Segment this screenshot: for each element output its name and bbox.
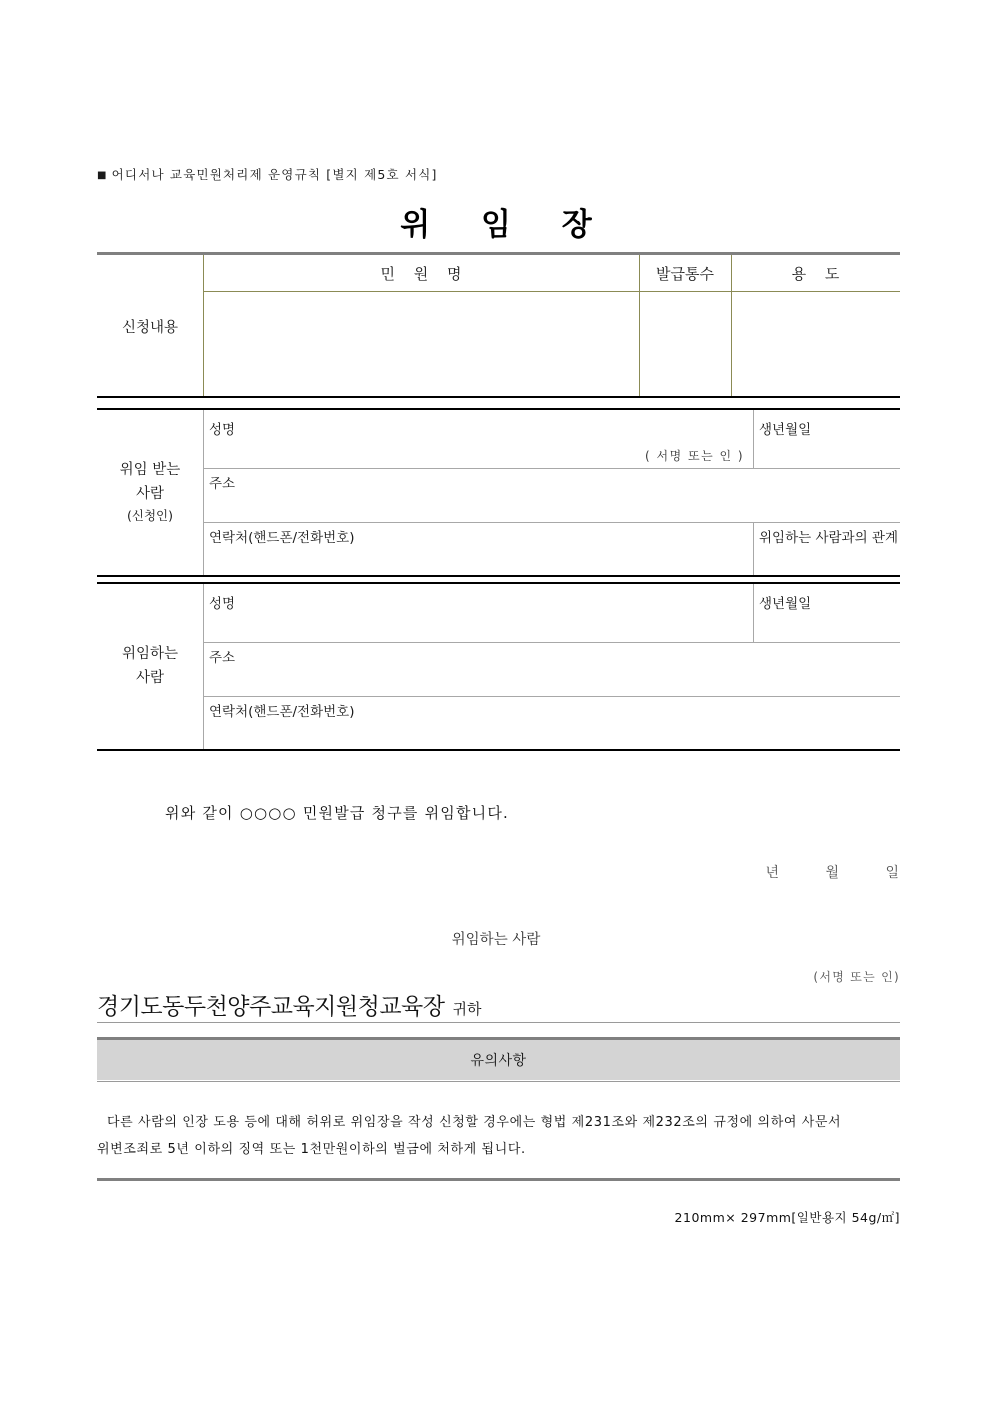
column-header-minwon-name: 민 원 명 [380,265,469,283]
label-delegatee-birth: 생년월일 [759,422,812,438]
delegatee-sign-or-seal-note: ( 서명 또는 인 ) [645,449,745,463]
column-header-issue-count: 발급통수 [656,265,714,283]
paper-spec-footer: 210mm× 297mm[일반용지 54g/㎡] [674,1210,900,1225]
label-delegator-birth: 생년월일 [759,596,812,612]
label-delegator-name: 성명 [209,596,236,612]
bullet-icon: ■ [97,170,108,181]
application-row-label: 신청내용 [121,319,179,336]
label-delegatee-address: 주소 [209,476,236,492]
notice-bottom-rule [97,1178,900,1181]
notice-body [97,1110,900,1163]
delegatee-row-label [97,410,203,575]
delegator-row-label-line1: 위임하는 [121,645,179,662]
date-line [0,862,900,882]
delegator-row-label-line2: 사람 [135,669,164,686]
notice-band-bottom-rule [97,1081,900,1082]
delegator-signature-label: 위임하는 사람 [451,932,541,948]
form-code-header [97,165,438,183]
table3-bottom-rule [97,749,900,751]
table1-bottom-rule [97,396,900,398]
table2-vline-relation [753,522,754,575]
delegator-table [97,584,900,749]
notice-line-2: 위변조죄로 5년 이하의 징역 또는 1천만원이하의 벌금에 처하게 됩니다. [97,1141,526,1157]
label-delegatee-relation: 위임하는 사람과의 관계 [759,530,898,546]
application-table [97,255,900,397]
label-delegatee-name: 성명 [209,422,236,438]
table2-hline-1 [203,468,900,469]
date-month-label: 월 [825,865,841,881]
delegation-statement: 위와 같이 ○○○○ 민원발급 청구를 위임합니다. [165,804,510,822]
table2-vline-label [203,410,204,575]
recipient-office-line [97,988,481,1021]
label-delegator-contact: 연락처(핸드폰/전화번호) [209,704,355,720]
notice-heading: 유의사항 [97,1040,900,1080]
table3-vline-label [203,584,204,749]
table3-hline-1 [203,642,900,643]
delegatee-table [97,410,900,575]
table2-vline-birth [753,410,754,468]
notice-line-1: 다른 사람의 인장 도용 등에 대해 허위로 위임장을 작성 신청할 경우에는 형법 제231조와 제232조의 규정에 의하여 사문서 [107,1115,842,1130]
delegator-row-label [97,584,203,749]
date-year-label: 년 [765,865,781,881]
form-code-text: 어디서나 교육민원처리제 운영규칙 [별지 제5호 서식] [111,167,438,182]
office-underline-rule [97,1022,900,1023]
label-delegatee-contact: 연락처(핸드폰/전화번호) [209,530,355,546]
label-delegator-address: 주소 [209,650,236,666]
signature-or-seal-note: (서명 또는 인) [813,970,900,984]
recipient-honorific: 귀하 [452,1000,482,1018]
delegatee-row-label-line1: 위임 받는 [119,461,181,478]
delegatee-row-label-line2: 사람 [135,485,164,502]
delegatee-row-label-sub: (신청인) [127,508,173,524]
table2-hline-2 [203,522,900,523]
table2-bottom-rule [97,575,900,577]
table1-header-rule [203,291,900,292]
table3-hline-2 [203,696,900,697]
page-title: 위 임 장 [400,207,612,243]
date-day-label: 일 [885,865,900,881]
recipient-office-name: 경기도동두천양주교육지원청교육장 [97,994,445,1020]
table3-vline-birth [753,584,754,642]
column-header-purpose: 용 도 [791,265,847,283]
